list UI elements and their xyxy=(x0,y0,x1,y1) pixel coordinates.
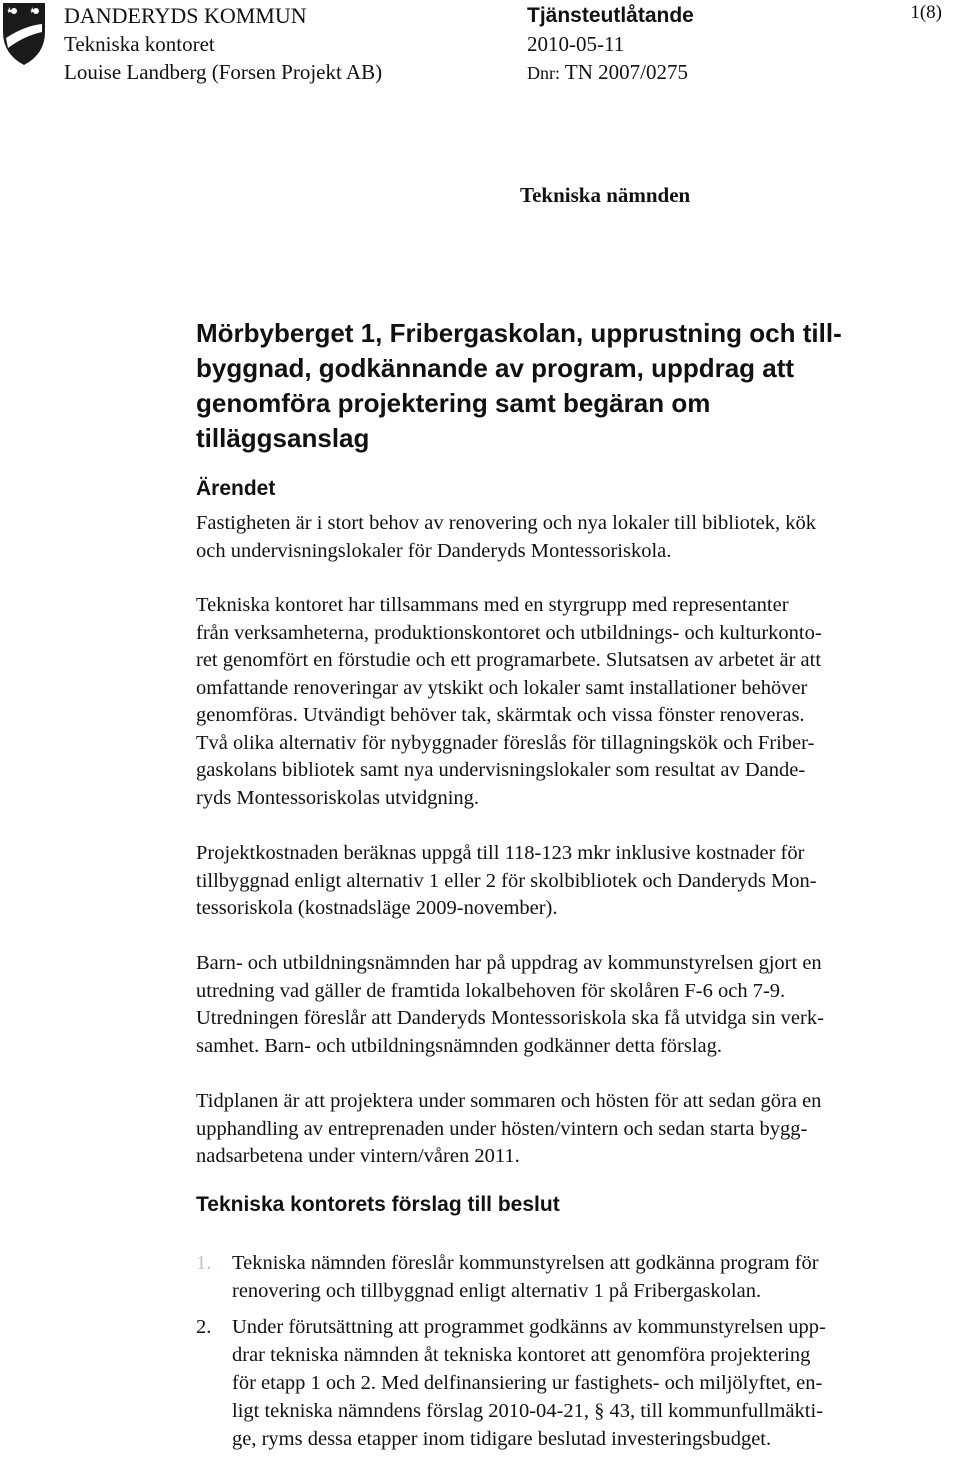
paragraph-line: nadsarbetena under vintern/våren 2011. xyxy=(196,1145,520,1167)
dnr-value: TN 2007/0275 xyxy=(564,60,688,84)
proposal-list xyxy=(196,1249,928,1461)
document-title xyxy=(196,316,896,456)
paragraph-line: tillbyggnad enligt alternativ 1 eller 2 för skolbibliotek och Danderyds Mon- xyxy=(196,869,817,892)
title-line: byggnad, godkännande av program, uppdrag att xyxy=(196,353,795,383)
header-left xyxy=(64,2,382,86)
paragraph-line: Två olika alternativ för nybyggnader föreslås för tillagningskök och Friber- xyxy=(196,731,815,754)
section-heading-proposal: Tekniska kontorets förslag till beslut xyxy=(196,1193,560,1216)
paragraph-line: Fastigheten är i stort behov av renovering och nya lokaler till bibliotek, kök xyxy=(196,512,816,534)
dnr-label: Dnr: xyxy=(527,63,560,83)
paragraph-line: Barn- och utbildningsnämnden har på uppdrag av kommunstyrelsen gjort en xyxy=(196,952,822,974)
paragraph xyxy=(196,840,928,923)
paragraph-line: Utredningen föreslår att Danderyds Montessoriskola ska få utvidga sin verk- xyxy=(196,1007,824,1029)
title-line: genomföra projektering samt begäran om xyxy=(196,388,711,418)
list-item-number: 1. xyxy=(196,1252,212,1274)
paragraph-line: Tekniska kontoret har tillsammans med en styrgrupp med representanter xyxy=(196,594,789,616)
paragraph xyxy=(196,592,928,812)
list-item xyxy=(196,1313,928,1453)
paragraph-line: genomföras. Utvändigt behöver tak, skärmtak och vissa fönster renoveras. xyxy=(196,704,805,726)
paragraph-line: Projektkostnaden beräknas uppgå till 118-123 mkr inklusive kostnader för xyxy=(196,842,805,864)
paragraph-line: och undervisningslokaler för Danderyds Montessoriskola. xyxy=(196,539,672,562)
department-name: Tekniska kontoret xyxy=(64,32,215,56)
title-line: tilläggsanslag xyxy=(196,423,370,453)
list-item xyxy=(196,1249,928,1305)
paragraph-line: från verksamheterna, produktionskontoret och utbildnings- och kulturkonto- xyxy=(196,621,822,644)
header-document-info xyxy=(527,2,694,87)
paragraph xyxy=(196,510,928,565)
section-heading-arendet: Ärendet xyxy=(196,477,276,500)
registration-number xyxy=(527,58,694,87)
paragraph-line: gaskolans bibliotek samt nya undervisningslokaler som resultat av Dande- xyxy=(196,759,806,781)
paragraph-line: ret genomfört en förstudie och ett programarbete. Slutsatsen av arbetet är att xyxy=(196,649,822,671)
list-item-line: renovering och tillbyggnad enligt alternativ 1 på Fribergaskolan. xyxy=(232,1280,762,1302)
paragraph-line: utredning vad gäller de framtida lokalbehoven för skolåren F-6 och 7-9. xyxy=(196,979,786,1002)
document-type: Tjänsteutlåtande xyxy=(527,4,694,27)
list-item-line: ligt tekniska nämndens förslag 2010-04-21, § 43, till kommunfullmäkti- xyxy=(232,1400,824,1422)
paragraph-line: ryds Montessoriskolas utvidgning. xyxy=(196,786,480,809)
paragraph-line: samhet. Barn- och utbildningsnämnden godkänner detta förslag. xyxy=(196,1034,723,1057)
organization-name: DANDERYDS KOMMUN xyxy=(64,3,307,28)
list-item-line: ge, ryms dessa etapper inom tidigare beslutad investeringsbudget. xyxy=(232,1428,772,1450)
list-item-line: drar tekniska nämnden åt tekniska kontoret att genomföra projektering xyxy=(232,1344,811,1366)
paragraph xyxy=(196,950,928,1060)
recipient: Tekniska nämnden xyxy=(520,183,691,207)
list-item-line: Tekniska nämnden föreslår kommunstyrelsen att godkänna program för xyxy=(232,1252,819,1274)
paragraph-line: tessoriskola (kostnadsläge 2009-november). xyxy=(196,897,558,919)
list-item-line: för etapp 1 och 2. Med delfinansiering ur fastighets- och miljölyftet, en- xyxy=(232,1372,823,1394)
author-name: Louise Landberg (Forsen Projekt AB) xyxy=(64,60,383,84)
paragraph-line: upphandling av entreprenaden under hösten/vintern och sedan starta bygg- xyxy=(196,1117,808,1140)
danderyd-coat-of-arms-icon xyxy=(2,2,46,66)
paragraph-line: Tidplanen är att projektera under sommaren och hösten för att sedan göra en xyxy=(196,1090,822,1112)
document-date: 2010-05-11 xyxy=(527,32,625,56)
list-item-line: Under förutsättning att programmet godkänns av kommunstyrelsen upp- xyxy=(232,1316,826,1338)
paragraph-line: omfattande renoveringar av ytskikt och lokaler samt installationer behöver xyxy=(196,676,808,699)
list-item-number: 2. xyxy=(196,1316,212,1338)
page-number: 1(8) xyxy=(910,2,942,23)
title-line: Mörbyberget 1, Fribergaskolan, upprustning och till- xyxy=(196,318,842,348)
paragraph xyxy=(196,1088,928,1171)
